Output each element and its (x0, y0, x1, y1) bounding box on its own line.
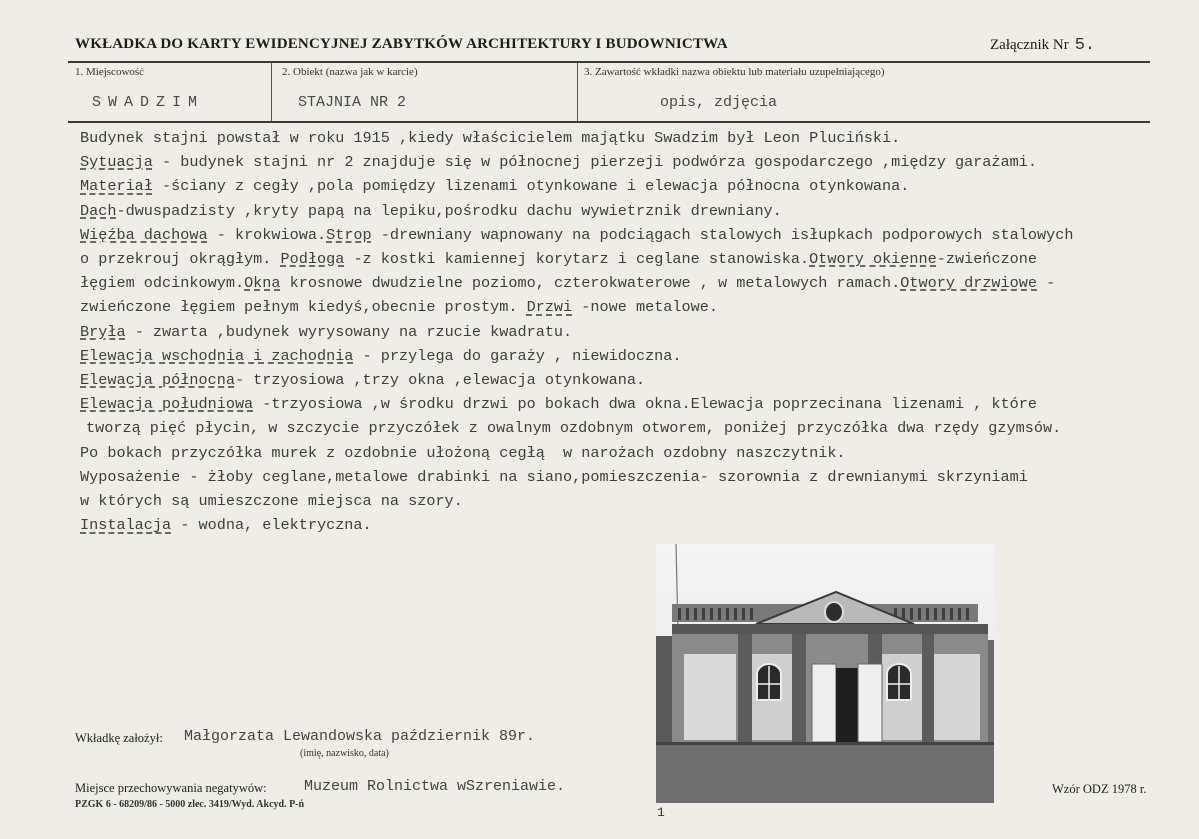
author-label: Wkładkę założył: (75, 731, 163, 745)
section-heading: Więźba dachowa (80, 225, 208, 244)
description-line: Wyposażenie - żłoby ceglane,metalowe drabinki na siano,pomieszczenia- szorownia z drewnianymi skrzyniami (80, 467, 1028, 486)
section-heading: Elewacja północna (80, 371, 235, 390)
field-place-label: 1. Miejscowość (75, 66, 145, 78)
author-value: Małgorzata Lewandowska październik 89r. (184, 728, 536, 745)
description-text (80, 126, 1190, 537)
description-line: tworzą pięć płycin, w szczycie przyczółek z owalnym ozdobnym otworem, poniżej przyczółka dwa rzędy gzymsów. (86, 419, 1062, 438)
photo-caption: 1 (657, 805, 665, 820)
field-place-value: SWADZIM (92, 94, 205, 111)
description-line: Budynek stajni powstał w roku 1915 ,kiedy właścicielem majątku Swadzim był Leon Pluciński. (80, 129, 901, 147)
description-line: Elewacja południowa -trzyosiowa ,w środku drzwi po bokach dwa okna.Elewacja poprzecinana lizenami , które (80, 395, 1037, 414)
description-line: Sytuacja - budynek stajni nr 2 znajduje się w północnej pierzeji podwórza gospodarczego ,między garażami. (80, 153, 1037, 172)
storage-label: Miejsce przechowywania negatywów: (75, 781, 267, 795)
field-contents-value: opis, zdjęcia (660, 94, 778, 111)
attachment-number (990, 36, 1095, 55)
header-divider (68, 61, 1150, 63)
description-line: Elewacja wschodnia i zachodnia - przylega do garaży , niewidoczna. (80, 346, 682, 365)
section-heading: Elewacja wschodnia i zachodnia (80, 346, 354, 365)
description-line: Elewacja północna- trzyosiowa ,trzy okna ,elewacja otynkowana. (80, 371, 646, 390)
print-info: PZGK 6 - 68209/86 - 5000 zlec. 3419/Wyd. Akcyd. P-ń (75, 799, 305, 810)
description-line: Materiał -ściany z cegły ,pola pomiędzy lizenami otynkowane i elewacja północna otynkowana. (80, 177, 910, 196)
section-heading: Instalacja (80, 516, 172, 535)
field-object-value: STAJNIA NR 2 (298, 94, 407, 111)
field-contents-label: 3. Zawartość wkładki nazwa obiektu lub materiału uzupełniającego) (584, 66, 885, 78)
description-line: zwieńczone łęgiem pełnym kiedyś,obecnie prostym. Drzwi -nowe metalowe. (80, 298, 718, 317)
description-line: Po bokach przyczółka murek z ozdobnie ułożoną cegłą w narożach ozdobny naszczytnik. (80, 443, 846, 462)
field-divider-1 (271, 62, 272, 122)
section-heading: Otwory drzwiowe (900, 274, 1038, 293)
building-photo (656, 544, 994, 803)
description-line: o przekrouj okrągłym. Podłoga -z kostki kamiennej korytarz i ceglane stanowiska.Otwory okienne-zwieńczone (80, 250, 1038, 269)
field-object-label: 2. Obiekt (nazwa jak w karcie) (282, 66, 418, 78)
section-heading: Drzwi (526, 298, 573, 317)
storage-value: Muzeum Rolnictwa wSzreniawie. (304, 778, 566, 795)
description-line: Więźba dachowa - krokwiowa.Strop -drewniany wapnowany na podciągach stalowych isłupkach podporowych stalowych (80, 225, 1074, 244)
section-heading: Dach (80, 201, 117, 220)
section-heading: Materiał (80, 177, 153, 196)
fields-divider (68, 121, 1150, 123)
attachment-value: 5. (1074, 36, 1096, 55)
description-line: w których są umieszczone miejsca na szory. (80, 492, 463, 511)
attachment-label: Załącznik Nr (990, 37, 1069, 53)
author-hint: (imię, nazwisko, data) (300, 748, 389, 759)
section-heading: Okna (244, 274, 281, 293)
form-version: Wzór ODZ 1978 r. (1052, 782, 1147, 796)
section-heading: Elewacja południowa (80, 395, 254, 414)
document-title: WKŁADKA DO KARTY EWIDENCYJNEJ ZABYTKÓW ARCHITEKTURY I BUDOWNICTWA (75, 36, 728, 52)
description-line: Instalacja - wodna, elektryczna. (80, 516, 372, 535)
section-heading: Podłoga (280, 250, 345, 269)
section-heading: Otwory okienne (809, 250, 937, 269)
section-heading: Strop (326, 225, 372, 244)
description-line: Dach-dwuspadzisty ,kryty papą na lepiku,pośrodku dachu wywietrznik drewniany. (80, 201, 782, 220)
description-line: łęgiem odcinkowym.Okna krosnowe dwudzielne poziomo, czterokwaterowe , w metalowych ramach.Otwory drzwiowe - (80, 274, 1056, 293)
section-heading: Sytuacja (80, 153, 153, 172)
description-line: Bryła - zwarta ,budynek wyrysowany na rzucie kwadratu. (80, 322, 573, 341)
field-divider-2 (577, 62, 578, 122)
section-heading: Bryła (80, 322, 126, 341)
